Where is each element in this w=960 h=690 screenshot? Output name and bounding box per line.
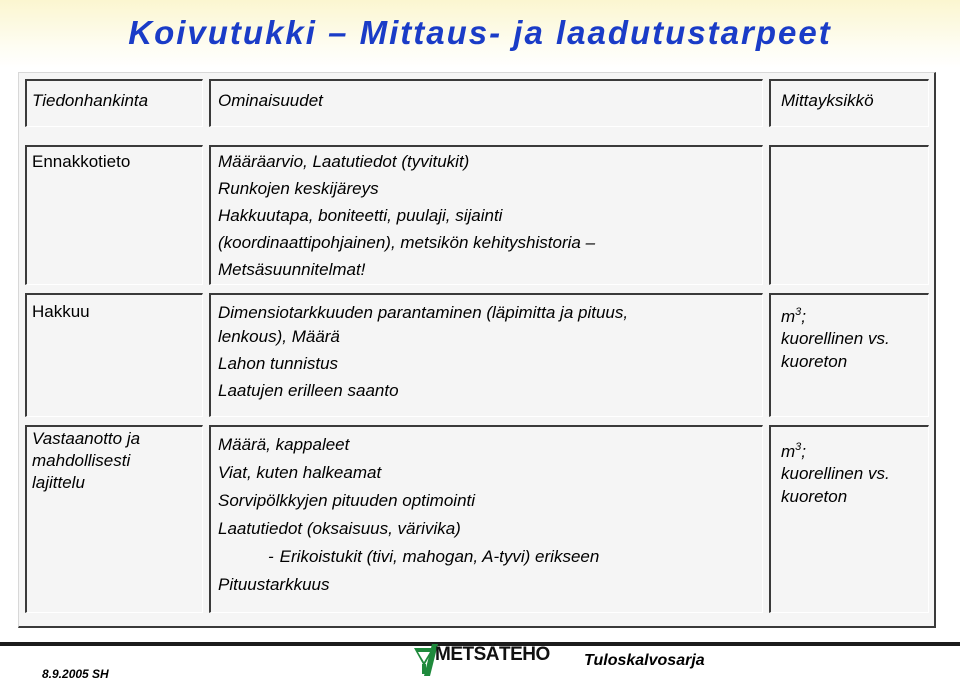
row1-source: Ennakkotieto	[32, 152, 131, 171]
row3-source-line3: lajittelu	[32, 473, 85, 492]
row2-unit-line3: kuoreton	[781, 352, 848, 371]
row3-unit-rest: ;	[801, 442, 807, 461]
row1-property-3: Hakkuutapa, boniteetti, puulaji, sijainti	[218, 206, 503, 225]
footer-date: 8.9.2005 SH	[42, 667, 109, 681]
row2-unit-rest: ;	[801, 307, 807, 326]
header-unit: Mittayksikkö	[781, 91, 874, 110]
row2-property-3: Lahon tunnistus	[218, 354, 339, 373]
row3-property-1: Määrä, kappaleet	[218, 435, 350, 454]
row3-source-line1: Vastaanotto ja	[32, 429, 141, 448]
row3-property-4: Laatutiedot (oksaisuus, värivika)	[218, 519, 461, 538]
row2-source: Hakkuu	[32, 302, 90, 321]
row3-property-2: Viat, kuten halkeamat	[218, 463, 382, 482]
row2-property-2: lenkous), Määrä	[218, 327, 340, 346]
row3-unit-sup: 3	[795, 441, 802, 453]
row1-property-2: Runkojen keskijäreys	[218, 179, 379, 198]
logo-text: METSÄTEHO	[435, 644, 550, 665]
page-title: Koivutukki – Mittaus- ja laadutustarpeet	[128, 14, 832, 51]
row2-unit-line2: kuorellinen vs.	[781, 329, 890, 348]
row2-property-1: Dimensiotarkkuuden parantaminen (läpimitta ja pituus,	[218, 303, 629, 322]
header-source: Tiedonhankinta	[32, 91, 149, 110]
footer-series-title: Tuloskalvosarja	[584, 652, 705, 669]
row3-property-5	[268, 543, 599, 570]
row1-property-4: (koordinaattipohjainen), metsikön kehityshistoria –	[218, 233, 596, 252]
row3-unit-line3: kuoreton	[781, 487, 848, 506]
row3-property-3: Sorvipölkkyjen pituuden optimointi	[218, 491, 476, 510]
row1-property-1: Määräarvio, Laatutiedot (tyvitukit)	[218, 152, 470, 171]
row3-property-6: Pituustarkkuus	[218, 575, 330, 594]
row1-property-5: Metsäsuunnitelmat!	[218, 260, 366, 279]
row3-property-5-text: Erikoistukit (tivi, mahogan, A-tyvi) erikseen	[279, 547, 600, 566]
row2-unit-sup: 3	[795, 306, 802, 318]
row2-unit-m: m	[781, 307, 796, 326]
row1-unit-cell	[769, 145, 929, 285]
row3-source-line2: mahdollisesti	[32, 451, 131, 470]
header-properties: Ominaisuudet	[218, 91, 323, 110]
row3-unit-m: m	[781, 442, 796, 461]
row3-unit-line2: kuorellinen vs.	[781, 464, 890, 483]
row2-property-4: Laatujen erilleen saanto	[218, 381, 399, 400]
row3-property-5-dash: -	[268, 547, 274, 566]
